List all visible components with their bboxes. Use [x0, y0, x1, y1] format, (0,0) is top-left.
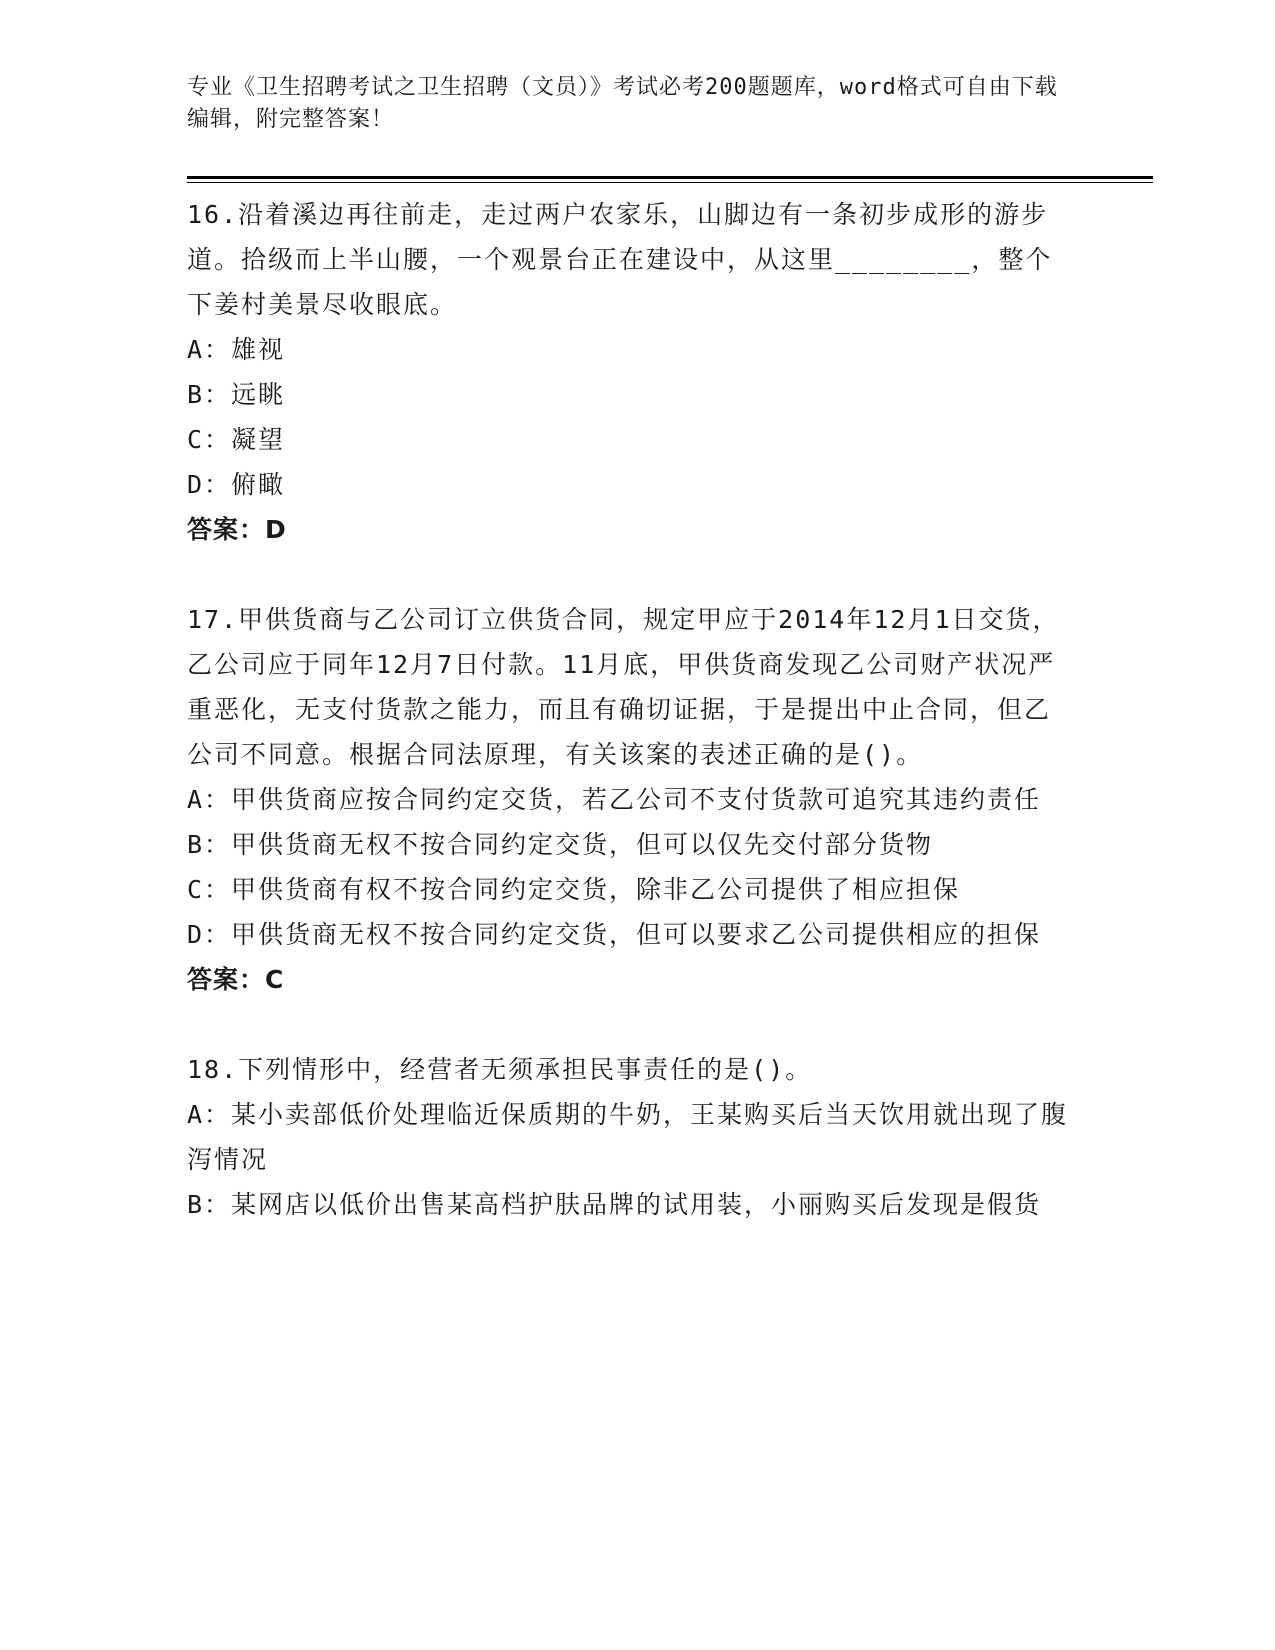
option-c: C：甲供货商有权不按合同约定交货，除非乙公司提供了相应担保	[187, 875, 961, 904]
question-17	[187, 597, 1077, 1002]
option-a: A：甲供货商应按合同约定交货，若乙公司不支付货款可追究其违约责任	[187, 785, 1042, 814]
question-16	[187, 192, 1077, 552]
header-rule-thin	[187, 182, 1153, 183]
option-d: D：甲供货商无权不按合同约定交货，但可以要求乙公司提供相应的担保	[187, 920, 1042, 949]
question-spacer	[187, 1002, 1077, 1047]
question-text: 17.甲供货商与乙公司订立供货合同，规定甲应于2014年12月1日交货，乙公司应于同年12月7日付款。11月底，甲供货商发现乙公司财产状况严重恶化，无支付货款之能力，而且有确切证据，于是提出中止合同，但乙公司不同意。根据合同法原理，有关该案的表述正确的是()。	[187, 605, 1060, 769]
question-text: 18.下列情形中，经营者无须承担民事责任的是()。	[187, 1055, 813, 1084]
option-b: B：远眺	[187, 380, 286, 409]
document-header: 专业《卫生招聘考试之卫生招聘（文员）》考试必考200题题库，word格式可自由下载编辑，附完整答案！	[187, 75, 1058, 132]
question-spacer	[187, 552, 1077, 597]
question-text: 16.沿着溪边再往前走，走过两户农家乐，山脚边有一条初步成形的游步道。拾级而上半山腰，一个观景台正在建设中，从这里________，整个下姜村美景尽收眼底。	[187, 200, 1053, 319]
option-a: A：某小卖部低价处理临近保质期的牛奶，王某购买后当天饮用就出现了腹泻情况	[187, 1100, 1069, 1174]
option-b: B：甲供货商无权不按合同约定交货，但可以仅先交付部分货物	[187, 830, 934, 859]
question-list	[187, 192, 1077, 1227]
option-a: A：雄视	[187, 335, 286, 364]
option-c: C：凝望	[187, 425, 286, 454]
option-b: B：某网店以低价出售某高档护肤品牌的试用装，小丽购买后发现是假货	[187, 1190, 1042, 1219]
option-d: D：俯瞰	[187, 470, 286, 499]
question-18	[187, 1047, 1077, 1227]
answer: 答案：C	[187, 965, 285, 994]
answer: 答案：D	[187, 515, 287, 544]
header-rule	[187, 176, 1153, 179]
